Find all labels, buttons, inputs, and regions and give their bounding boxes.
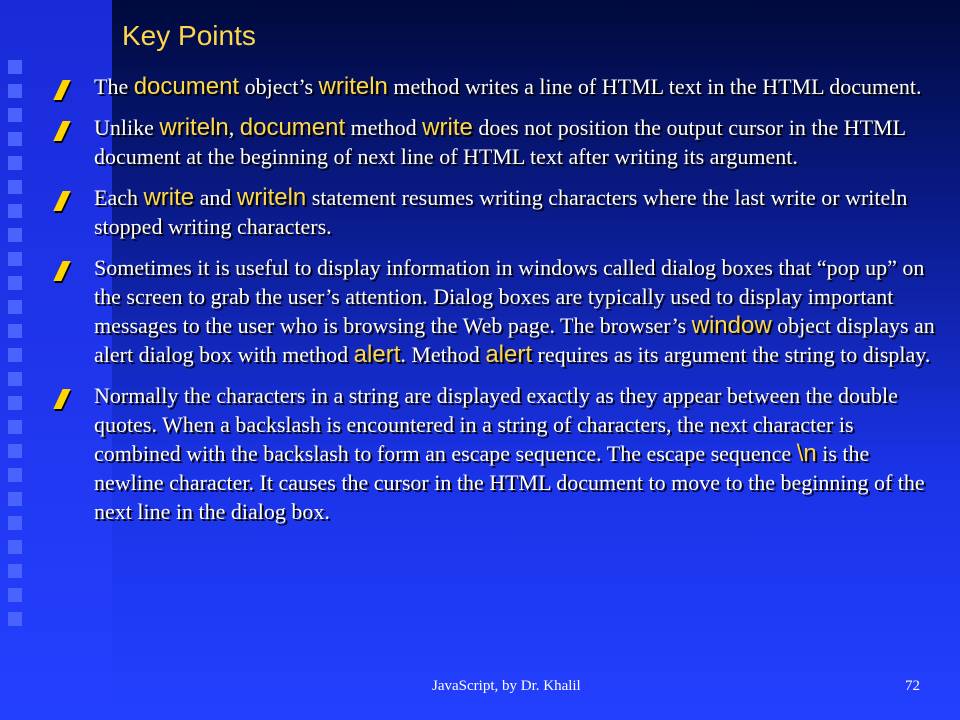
bullet-text: object displays an alert dialog box with method (94, 313, 935, 367)
code-term: writeln (236, 184, 307, 211)
decorative-squares (8, 60, 30, 636)
bullet-text: is the newline character. It causes the cursor in the HTML document to move to the beginning of the next line in the dialog box. (94, 441, 925, 524)
bullet-text: , (228, 115, 240, 140)
bullet-item (58, 72, 938, 101)
code-term: window (691, 312, 772, 339)
code-term: write (422, 114, 473, 141)
bullet-text: method writes a line of HTML text in the HTML document. (387, 74, 922, 99)
bullet-list (58, 72, 938, 538)
code-term: document (133, 73, 240, 100)
bullet-item (58, 381, 938, 526)
bullet-item (58, 253, 938, 369)
bullet-text: and (194, 185, 237, 210)
slide-title: Key Points (122, 20, 256, 51)
code-term: write (143, 184, 195, 211)
bullet-text: requires as its argument the string to display. (532, 342, 931, 367)
bullet-text: . Method (400, 342, 486, 367)
bullet-text: The (94, 74, 134, 99)
page-number: 72 (905, 678, 920, 694)
footer-text: JavaScript, by Dr. Khalil (432, 678, 581, 694)
code-term: alert (485, 341, 532, 368)
bullet-text: does not position the output cursor in the HTML document at the beginning of next line of HTML text after writing its argument. (94, 115, 906, 169)
code-term: \n (796, 440, 817, 467)
bullet-text: Sometimes it is useful to display information in windows called dialog boxes that “pop up” on the screen to grab the user’s attention. Dialog boxes are typically used to display important messages to the user who is browsing the Web page. The browser’s (94, 255, 925, 338)
bullet-text: object’s (239, 74, 319, 99)
bullet-text: Unlike (94, 115, 160, 140)
code-term: writeln (159, 114, 229, 141)
bullet-text: Each (94, 185, 144, 210)
code-term: document (239, 114, 346, 141)
bullet-item (58, 113, 938, 171)
code-term: writeln (318, 73, 388, 100)
code-term: alert (353, 341, 401, 368)
bullet-text: statement resumes writing characters where the last write or writeln stopped writing characters. (94, 185, 908, 239)
bullet-item (58, 183, 938, 241)
bullet-text: Normally the characters in a string are displayed exactly as they appear between the double quotes. When a backslash is encountered in a string of characters, the next character is combined with the backslash to form an escape sequence. The escape sequence (94, 383, 898, 466)
bullet-text: method (345, 115, 423, 140)
